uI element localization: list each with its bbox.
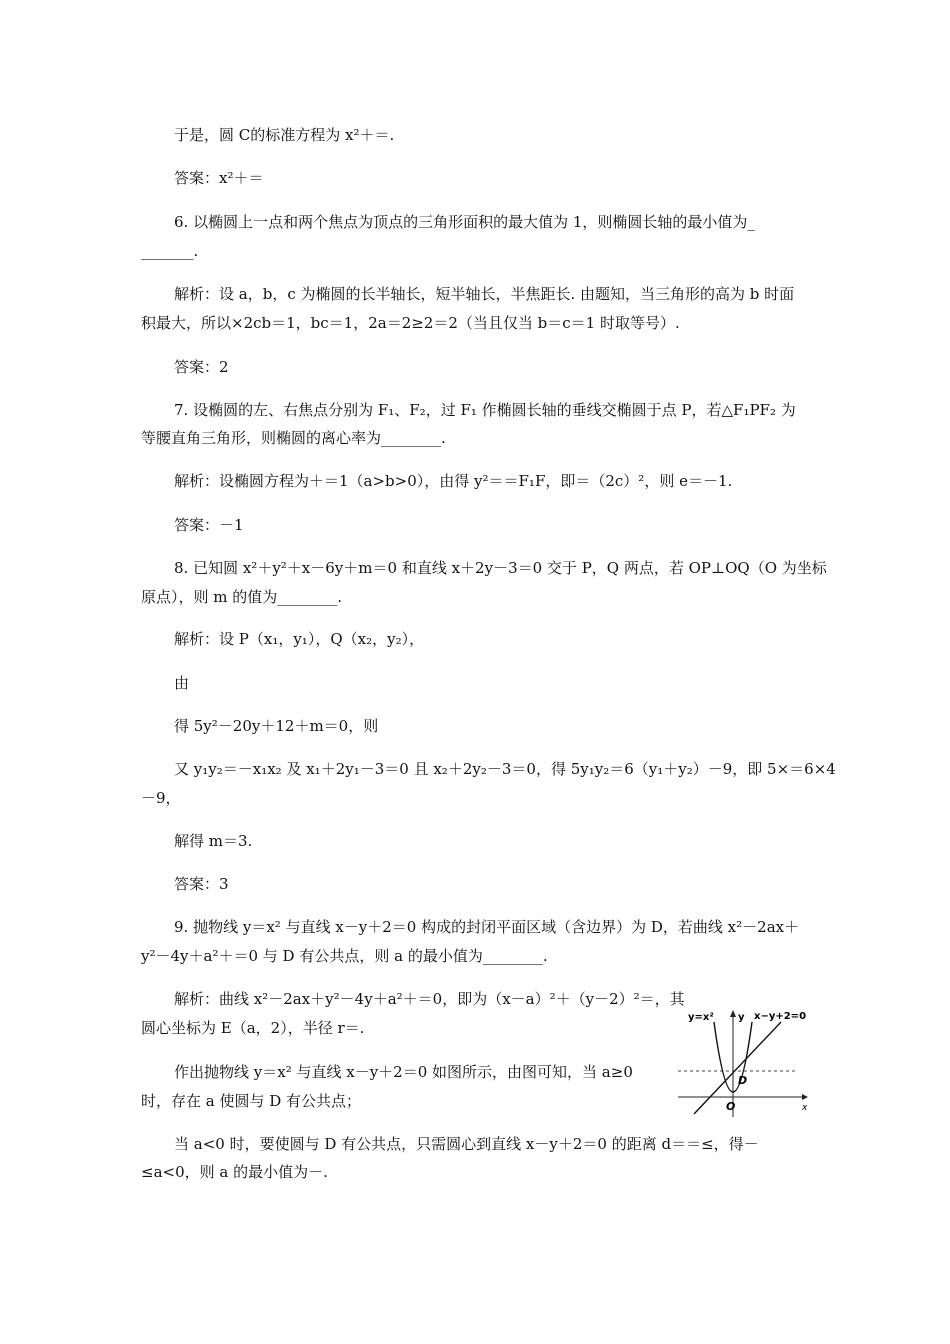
problem-9-line: y²－4y＋a²＋＝0 与 D 有公共点，则 a 的最小值为________. bbox=[141, 947, 548, 965]
problem-8-line: 8. 已知圆 x²＋y²＋x－6y＋m＝0 和直线 x＋2y－3＝0 交于 P，Q 两点，若 OP⊥OQ（O 为坐标 bbox=[174, 559, 827, 577]
solution-line: 解得 m＝3. bbox=[174, 832, 253, 850]
solution-line: 圆心坐标为 E（a，2），半径 r＝. bbox=[141, 1019, 365, 1037]
solution-line: 由 bbox=[174, 674, 190, 692]
solution-line: 解析：设椭圆方程为＋＝1（a>b>0），由得 y²＝＝F₁F，即＝（2c）²，则 e＝－1. bbox=[174, 472, 733, 490]
solution-line: 作出抛物线 y＝x² 与直线 x－y＋2＝0 如图所示，由图可知，当 a≥0 bbox=[174, 1063, 633, 1081]
solution-line: －9， bbox=[141, 789, 181, 807]
answer-line: 答案：2 bbox=[174, 358, 229, 376]
parabola-line-figure bbox=[676, 1002, 816, 1120]
problem-8-line: 原点），则 m 的值为________. bbox=[141, 588, 343, 606]
solution-line: 解析：设 P（x₁，y₁），Q（x₂，y₂）， bbox=[174, 630, 425, 648]
straight-line bbox=[694, 1022, 781, 1114]
problem-9-line: 9. 抛物线 y＝x² 与直线 x－y＋2＝0 构成的封闭平面区域（含边界）为 D，若曲线 x²－2ax＋ bbox=[174, 918, 800, 936]
solution-line: 又 y₁y₂＝－x₁x₂ 及 x₁＋2y₁－3＝0 且 x₂＋2y₂－3＝0，得 5y₁y₂＝6（y₁＋y₂）－9，即 5×＝6×4 bbox=[174, 760, 836, 778]
y-axis-label: y bbox=[738, 1012, 745, 1023]
line-label: x−y+2=0 bbox=[754, 1011, 807, 1022]
problem-6-line: _______. bbox=[141, 242, 199, 260]
solution-line: 当 a<0 时，要使圆与 D 有公共点，只需圆心到直线 x－y＋2＝0 的距离 d＝＝≤，得－ bbox=[174, 1135, 759, 1153]
x-axis-label: x bbox=[802, 1103, 808, 1113]
problem-6-line: 6. 以椭圆上一点和两个焦点为顶点的三角形面积的最大值为 1，则椭圆长轴的最小值为_ bbox=[174, 213, 755, 231]
solution-line: 得 5y²－20y＋12＋m＝0，则 bbox=[174, 717, 379, 735]
region-label: D bbox=[738, 1074, 748, 1087]
solution-line: 积最大，所以×2cb＝1，bc＝1，2a＝2≥2＝2（当且仅当 b＝c＝1 时取等号）. bbox=[141, 314, 680, 332]
solution-line: ≤a<0，则 a 的最小值为－. bbox=[141, 1163, 328, 1181]
problem-7-line: 7. 设椭圆的左、右焦点分别为 F₁、F₂，过 F₁ 作椭圆长轴的垂线交椭圆于点 P，若△F₁PF₂ 为 bbox=[174, 401, 796, 419]
solution-line: 时，存在 a 使圆与 D 有公共点； bbox=[141, 1092, 362, 1110]
parabola-label: y=x² bbox=[688, 1012, 714, 1023]
problem-7-line: 等腰直角三角形，则椭圆的离心率为________. bbox=[141, 429, 446, 447]
x-axis-arrow-icon bbox=[802, 1094, 808, 1100]
solution-line: 解析：设 a，b，c 为椭圆的长半轴长，短半轴长，半焦距长. 由题知，当三角形的高为 b 时面 bbox=[174, 285, 795, 303]
origin-label: O bbox=[726, 1100, 736, 1113]
answer-line: 答案：x²＋＝ bbox=[174, 169, 264, 187]
text-line: 于是，圆 C的标准方程为 x²＋＝. bbox=[174, 126, 395, 144]
solution-line: 解析：曲线 x²－2ax＋y²－4y＋a²＋＝0，即为（x－a）²＋（y－2）²＝，其 bbox=[174, 990, 685, 1008]
answer-line: 答案：－1 bbox=[174, 516, 244, 534]
answer-line: 答案：3 bbox=[174, 875, 229, 893]
y-axis-arrow-icon bbox=[730, 1010, 736, 1017]
